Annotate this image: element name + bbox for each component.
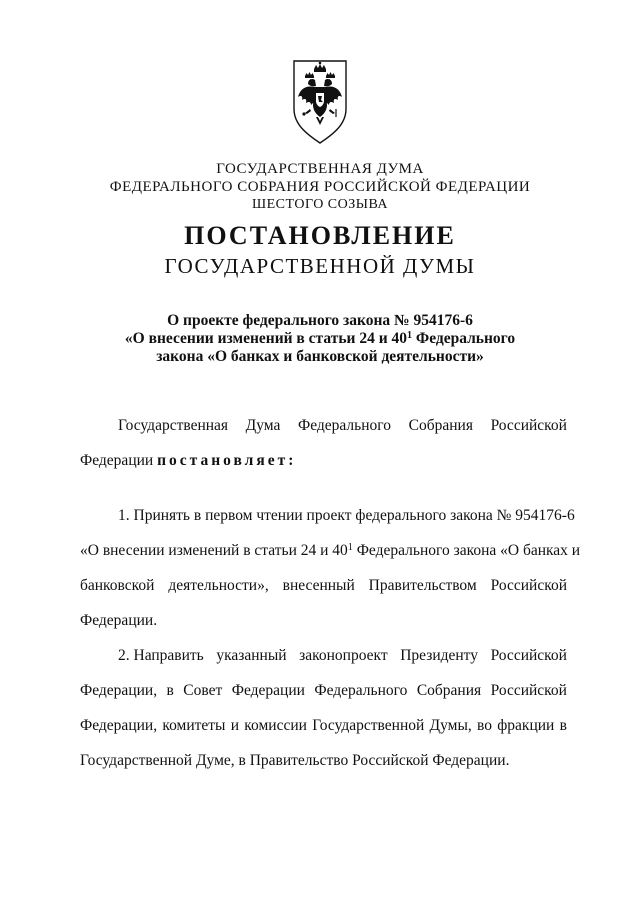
word: внесенный: [282, 577, 355, 594]
word: Российской: [490, 682, 567, 699]
word: законопроект: [299, 647, 388, 664]
word: Совет: [183, 682, 223, 699]
item1-line-2: [80, 541, 581, 561]
word: во: [477, 717, 492, 734]
word: и: [230, 717, 240, 734]
word: Российской: [490, 417, 567, 434]
word: в: [559, 717, 567, 734]
header-line-2: ФЕДЕРАЛЬНОГО СОБРАНИЯ РОССИЙСКОЙ ФЕДЕРАЦИИ: [109, 179, 531, 195]
item1-line-1: 1. Принять в первом чтении проект федерального закона № 954176-6: [118, 507, 575, 524]
word: Государственной: [312, 717, 425, 734]
word: деятельности»,: [168, 577, 269, 594]
word: указанный: [216, 647, 287, 664]
word: Федерального: [297, 417, 392, 434]
item2-line-3: [80, 716, 567, 736]
item1-line-3: [80, 576, 567, 596]
word: Федерации,: [80, 717, 158, 734]
header-line-3: ШЕСТОГО СОЗЫВА: [251, 197, 389, 212]
word: Российской: [490, 647, 567, 664]
word: Дума: [245, 417, 281, 434]
word: Думы,: [429, 717, 472, 734]
word: Государственная: [118, 417, 229, 434]
item1-line-2-text: «О внесении изменений в статьи 24 и 40: [80, 542, 348, 559]
word: в: [166, 682, 174, 699]
subject-superscript: 1: [407, 330, 413, 341]
word: комитеты: [162, 717, 226, 734]
item2-line-2: [80, 681, 567, 701]
word: Собрания: [408, 417, 473, 434]
subject-line-2-tail: Федерального: [412, 330, 516, 347]
word: Президенту: [400, 647, 478, 664]
document-subtitle: ГОСУДАРСТВЕННОЙ ДУМЫ: [164, 254, 476, 278]
subject-line-2: [0, 330, 640, 348]
word: фракции: [497, 717, 555, 734]
word: банковской: [80, 577, 155, 594]
item1-line-2-tail: Федерального закона «О банках и: [352, 542, 581, 559]
word: 2. Направить: [118, 647, 204, 664]
russian-coat-of-arms-icon: [288, 57, 352, 145]
word: Правительством: [368, 577, 477, 594]
preamble-line-2: [80, 451, 567, 471]
subject-line-2-text: «О внесении изменений в статьи 24 и 40: [124, 330, 408, 347]
word: Российской: [490, 577, 567, 594]
word: Федерального: [314, 682, 408, 699]
item1-line-4: Федерации.: [80, 612, 158, 629]
subject-line-3: закона «О банках и банковской деятельности»: [156, 348, 484, 365]
document-title: ПОСТАНОВЛЕНИЕ: [184, 221, 456, 250]
item1-superscript: 1: [347, 542, 353, 553]
item2-line-4: Государственной Думе, в Правительство Российской Федерации.: [80, 752, 510, 769]
word: Федерации,: [80, 682, 158, 699]
preamble-decision-word: постановляет:: [157, 452, 297, 469]
item2-line-1: [118, 646, 567, 666]
word: комиссии: [244, 717, 307, 734]
subject-line-1: О проекте федерального закона № 954176-6: [167, 312, 473, 329]
word: Собрания: [416, 682, 482, 699]
word: Федерации: [231, 682, 305, 699]
header-line-1: ГОСУДАРСТВЕННАЯ ДУМА: [216, 161, 424, 177]
preamble-text: Федерации: [80, 452, 158, 469]
preamble-line-1: [118, 416, 567, 436]
